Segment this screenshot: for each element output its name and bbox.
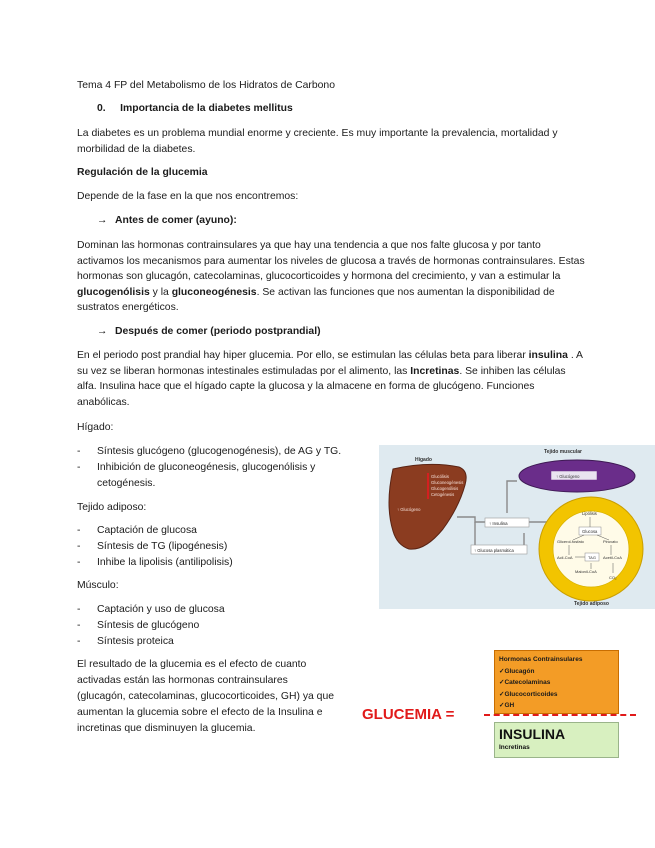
regulation-heading: Regulación de la glucemia: [77, 167, 208, 178]
liver-label: Hígado: [415, 457, 432, 463]
liver-list-item: Glucogenólisis: [431, 486, 459, 491]
result-line: aumentan la glucemia sobre el efecto de la Insulina e: [77, 707, 323, 718]
adipose-item: Malonil-CoA: [575, 569, 597, 574]
adipose-item: TAG: [588, 555, 596, 560]
hormone-item: ✓Glucagón: [499, 667, 535, 675]
adipose-heading: Tejido adiposo:: [77, 502, 147, 513]
insulin-incretins-box: [494, 722, 619, 758]
muscle-label: Tejido muscular: [544, 449, 582, 455]
adipose-item: Lipólisis: [582, 511, 597, 516]
liver-heading: Hígado:: [77, 422, 114, 433]
glucemia-equation-diagram: [360, 646, 655, 758]
list-item: - Captación de glucosa: [77, 525, 197, 536]
insulin-label: ↑ Insulina: [489, 521, 508, 526]
after-paragraph: En el periodo post prandial hay hiper glucemia. Por ello, se estimulan las células beta para liberar insulina . A su vez se liberan hormonas intestinales estimuladas por el alimento, las Incretinas. Se inhiben las células alfa. Insulina hace que el hígado capte la glucosa y la almacene en forma de glucógeno. Funciones anabólicas.: [77, 350, 583, 408]
before-paragraph: Dominan las hormonas contrainsulares ya que hay una tendencia a que nos falte glucosa y por tanto activamos los mecanismos para aumentar los niveles de glucosa a través de hormonas contrainsulares. Estas hormonas son glucagón, catecolaminas, glucocorticoides y hormona del crecimiento, y van a estimular la glucogenólisis y la gluconeogénesis. Se activan las funciones que nos aumentan la disponibilidad de sustratos energéticos.: [77, 240, 585, 313]
liver-list-item: Gluconeogénesis: [431, 480, 464, 485]
after-heading: → Después de comer (periodo postprandial): [97, 324, 321, 340]
adipose-inner: [553, 511, 629, 587]
muscle-heading: Músculo:: [77, 580, 119, 591]
arrow-right-icon: →: [97, 215, 108, 226]
hormone-item: ✓GH: [499, 702, 515, 709]
plasma-glucose-label: ↑ Glucosa plasmática: [474, 548, 514, 553]
hormone-item: ✓Glucocorticoides: [499, 690, 558, 698]
fraction-line: [484, 714, 636, 716]
hormone-item: ✓Catecolaminas: [499, 679, 551, 686]
liver-list-item: Cetogénesis: [431, 492, 455, 497]
adipose-label: Tejido adiposo: [574, 601, 609, 607]
contrainsular-hormones-title: Hormonas Contrainsulares: [499, 656, 583, 663]
phase-text: Depende de la fase en la que nos encontremos:: [77, 191, 299, 202]
before-heading: → Antes de comer (ayuno):: [97, 213, 237, 229]
adipose-item: Piruvato: [603, 539, 618, 544]
section-0-heading: 0. Importancia de la diabetes mellitus: [97, 103, 293, 114]
result-line: (glucagón, catecolaminas, glucocorticoides, GH) ya que: [77, 691, 335, 702]
adipose-item: Glucosa: [582, 529, 598, 534]
liver-marker: [427, 473, 429, 499]
list-item: - Síntesis proteica: [77, 636, 174, 647]
list-item: - Síntesis de TG (lipogénesis): [77, 541, 228, 552]
insulina-label: INSULINA: [499, 726, 566, 742]
arrow-right-icon: →: [97, 326, 108, 337]
doc-title: Tema 4 FP del Metabolismo de los Hidratos de Carbono: [77, 80, 335, 91]
list-item: - Inhibición de gluconeogénesis, glucogenólisis y: [77, 462, 316, 473]
result-line: incretinas que disminuyen la glucemia.: [77, 723, 256, 734]
list-item: - Síntesis de glucógeno: [77, 620, 200, 631]
list-item: - Síntesis glucógeno (glucogenogénesis), de AG y TG.: [77, 446, 342, 457]
adipose-item: Acetil-CoA: [603, 555, 622, 560]
list-item: - Captación y uso de glucosa: [77, 604, 225, 615]
liver-glycogen-label: ↑ Glucógeno: [397, 507, 421, 512]
adipose-item: CO₂: [609, 575, 617, 580]
adipose-item: Glicerol-fosfato: [557, 539, 584, 544]
glucemia-label: GLUCEMIA =: [362, 706, 455, 723]
list-item: - Inhibe la lipolisis (antilipolisis): [77, 557, 233, 568]
adipose-item: Acil-CoA: [557, 555, 573, 560]
intro-paragraph: La diabetes es un problema mundial enorme y creciente. Es muy importante la prevalencia, mortalidad y morbilidad de la diabetes.: [77, 128, 558, 155]
muscle-glycogen-label: ↑ Glucógeno: [556, 474, 580, 479]
insulin-effects-diagram: [379, 445, 655, 609]
list-item-continuation: cetogénesis.: [97, 478, 156, 489]
result-line: El resultado de la glucemia es el efecto de cuanto: [77, 659, 307, 670]
contrainsular-hormones-box: [494, 650, 619, 714]
liver-list-item: Glucólisis: [431, 474, 449, 479]
incretinas-label: Incretinas: [499, 744, 530, 751]
result-line: activadas están las hormonas contrainsulares: [77, 675, 288, 686]
